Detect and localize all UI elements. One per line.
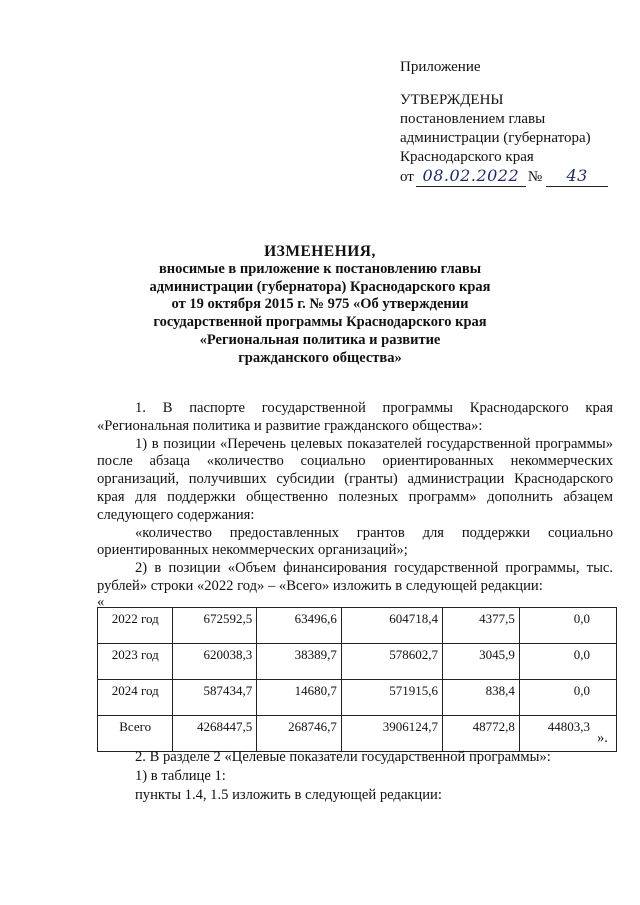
cell-value: 3045,9 [442,644,519,680]
number-sign: № [527,169,543,185]
appendix-label: Приложение [400,59,481,75]
financing-table [97,607,617,752]
cell-value: 63496,6 [257,608,342,644]
cell-value: 587434,7 [173,680,257,716]
opening-quote: « [97,593,105,610]
approved-line: Краснодарского края [400,149,534,165]
cell-value: 44803,3 [519,716,616,752]
title-line: гражданского общества» [238,349,402,366]
date-number-line [400,167,630,187]
paragraph-4: 2) в позиции «Объем финансирования государственной программы, тыс. рублей» строки «2022 год» – «Всего» изложить в следующей редакции: [97,560,613,594]
cell-value: 268746,7 [257,716,342,752]
table-row [98,716,617,752]
title-line: «Региональная политика и развитие [199,331,441,348]
paragraph-3: «количество предоставленных грантов для поддержки социально ориентированных некоммерческих организаций»; [97,524,613,559]
cell-value: 838,4 [442,680,519,716]
cell-value: 604718,4 [341,608,442,644]
body-text [97,400,613,609]
date-field [416,167,526,187]
approved-line: постановлением главы [400,111,546,127]
title-line: вносимые в приложение к постановлению главы [158,260,482,277]
table-row [98,608,617,644]
approved-title: УТВЕРЖДЕНЫ [400,92,504,108]
row-label: 2024 год [98,680,173,716]
cell-value: 578602,7 [341,644,442,680]
paragraph-1: 1. В паспорте государственной программы Краснодарского края «Региональная политика и развитие гражданского общества»: [97,400,613,434]
row-label: 2022 год [98,608,173,644]
cell-value: 672592,5 [173,608,257,644]
cell-value: 620038,3 [173,644,257,680]
approved-line: администрации (губернатора) [400,130,591,146]
title-main: ИЗМЕНЕНИЯ, [264,243,376,260]
table-row [98,680,617,716]
row-label: 2023 год [98,644,173,680]
cell-value: 0,0 [519,680,616,716]
cell-value: 38389,7 [257,644,342,680]
cell-value: 14680,7 [257,680,342,716]
table-row [98,644,617,680]
document-title [110,243,530,368]
handwritten-date: 08.02.2022 [422,166,520,185]
section-2-item: пункты 1.4, 1.5 изложить в следующей редакции: [135,786,442,803]
section-2-item: 1) в таблице 1: [135,767,226,784]
cell-value: 571915,6 [341,680,442,716]
number-field [546,167,608,187]
title-line: от 19 октября 2015 г. № 975 «Об утверждении [171,296,469,313]
title-line: администрации (губернатора) Краснодарского края [149,278,491,295]
row-label: Всего [98,716,173,752]
paragraph-2: 1) в позиции «Перечень целевых показателей государственной программы» после абзаца «количество социально ориентированных некоммерческих организаций, получивших субсидии (гранты) администрации Краснодарского края для поддержки общественно полезных программ» дополнить абзацем следующего содержания: [97,435,613,523]
cell-value: 48772,8 [442,716,519,752]
cell-value: 4377,5 [442,608,519,644]
approval-block [400,58,630,187]
section-2-heading: 2. В разделе 2 «Целевые показатели государственной программы»: [135,749,551,765]
cell-value: 4268447,5 [173,716,257,752]
date-prefix: от [400,169,414,185]
cell-value: 0,0 [519,644,616,680]
cell-value: 0,0 [519,608,616,644]
cell-value: 3906124,7 [341,716,442,752]
closing-quote: ». [597,730,608,746]
title-line: государственной программы Краснодарского края [153,314,487,331]
handwritten-number: 43 [566,166,588,185]
section-2 [97,748,613,804]
